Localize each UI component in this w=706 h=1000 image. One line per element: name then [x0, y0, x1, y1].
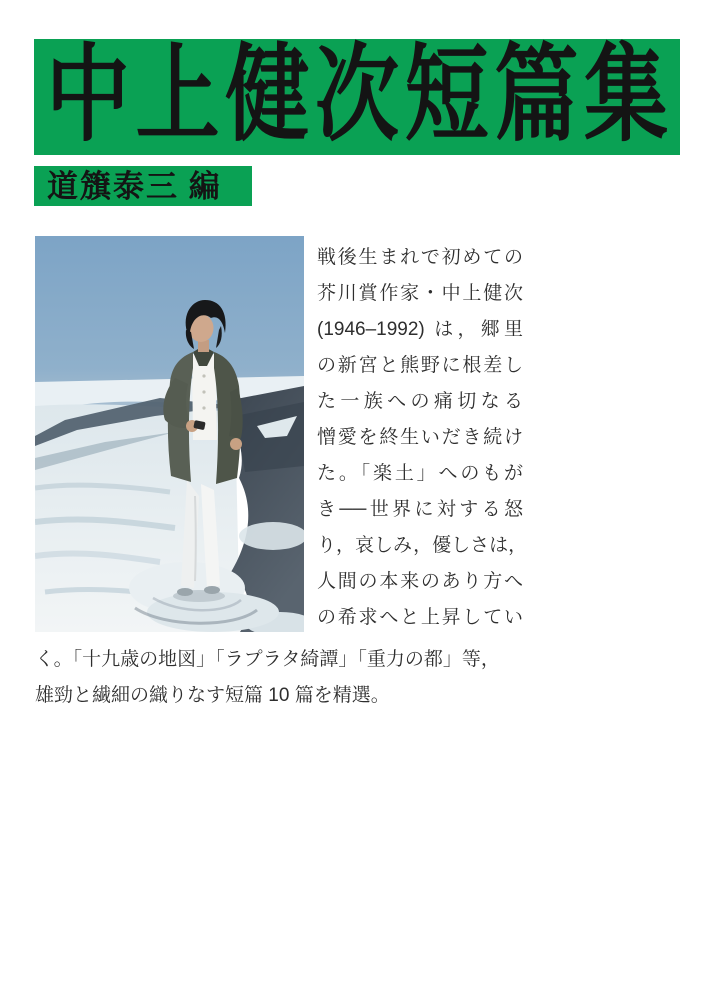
editor-banner [34, 166, 252, 206]
foam-patch [239, 522, 304, 550]
foot [177, 588, 193, 596]
description-line: き──世界に対する怒 [317, 499, 523, 520]
description-line: 人間の本来のあり方へ [317, 571, 523, 592]
shirt-button [202, 390, 205, 393]
shirt-button [202, 406, 205, 409]
shirt-button [202, 374, 205, 377]
description-line: 戦後生まれで初めての [317, 247, 523, 268]
hand [230, 438, 242, 450]
foot [204, 586, 220, 594]
author-photo-illustration [35, 236, 304, 632]
description-line: の新宮と熊野に根差し [317, 355, 523, 376]
book-title: 中上健次短篇集 [46, 37, 668, 155]
description-line: 芥川賞作家・中上健次 [317, 283, 523, 304]
description-line: く。「十九歳の地図」「ラプラタ綺譚」「重力の都」等， [35, 649, 500, 670]
description-line: 憎愛を終生いだき続け [317, 427, 523, 448]
description-column [317, 240, 528, 636]
pant-crease [195, 496, 196, 581]
description-line: 雄勁と繊細の織りなす短篇 10 篇を精選。 [35, 685, 390, 706]
title-banner [34, 39, 680, 155]
description-line: た一族への痛切なる [317, 391, 523, 412]
description-line: (1946–1992) は，郷里 [317, 319, 523, 340]
description-line: り，哀しみ，優しさは， [317, 535, 528, 556]
description-bottom [35, 642, 675, 714]
author-photo [35, 236, 304, 632]
description-line: た。「楽土」へのもが [317, 463, 523, 484]
editor-name: 道籏泰三 編 [47, 168, 222, 204]
description-line: の希求へと上昇してい [317, 607, 523, 628]
